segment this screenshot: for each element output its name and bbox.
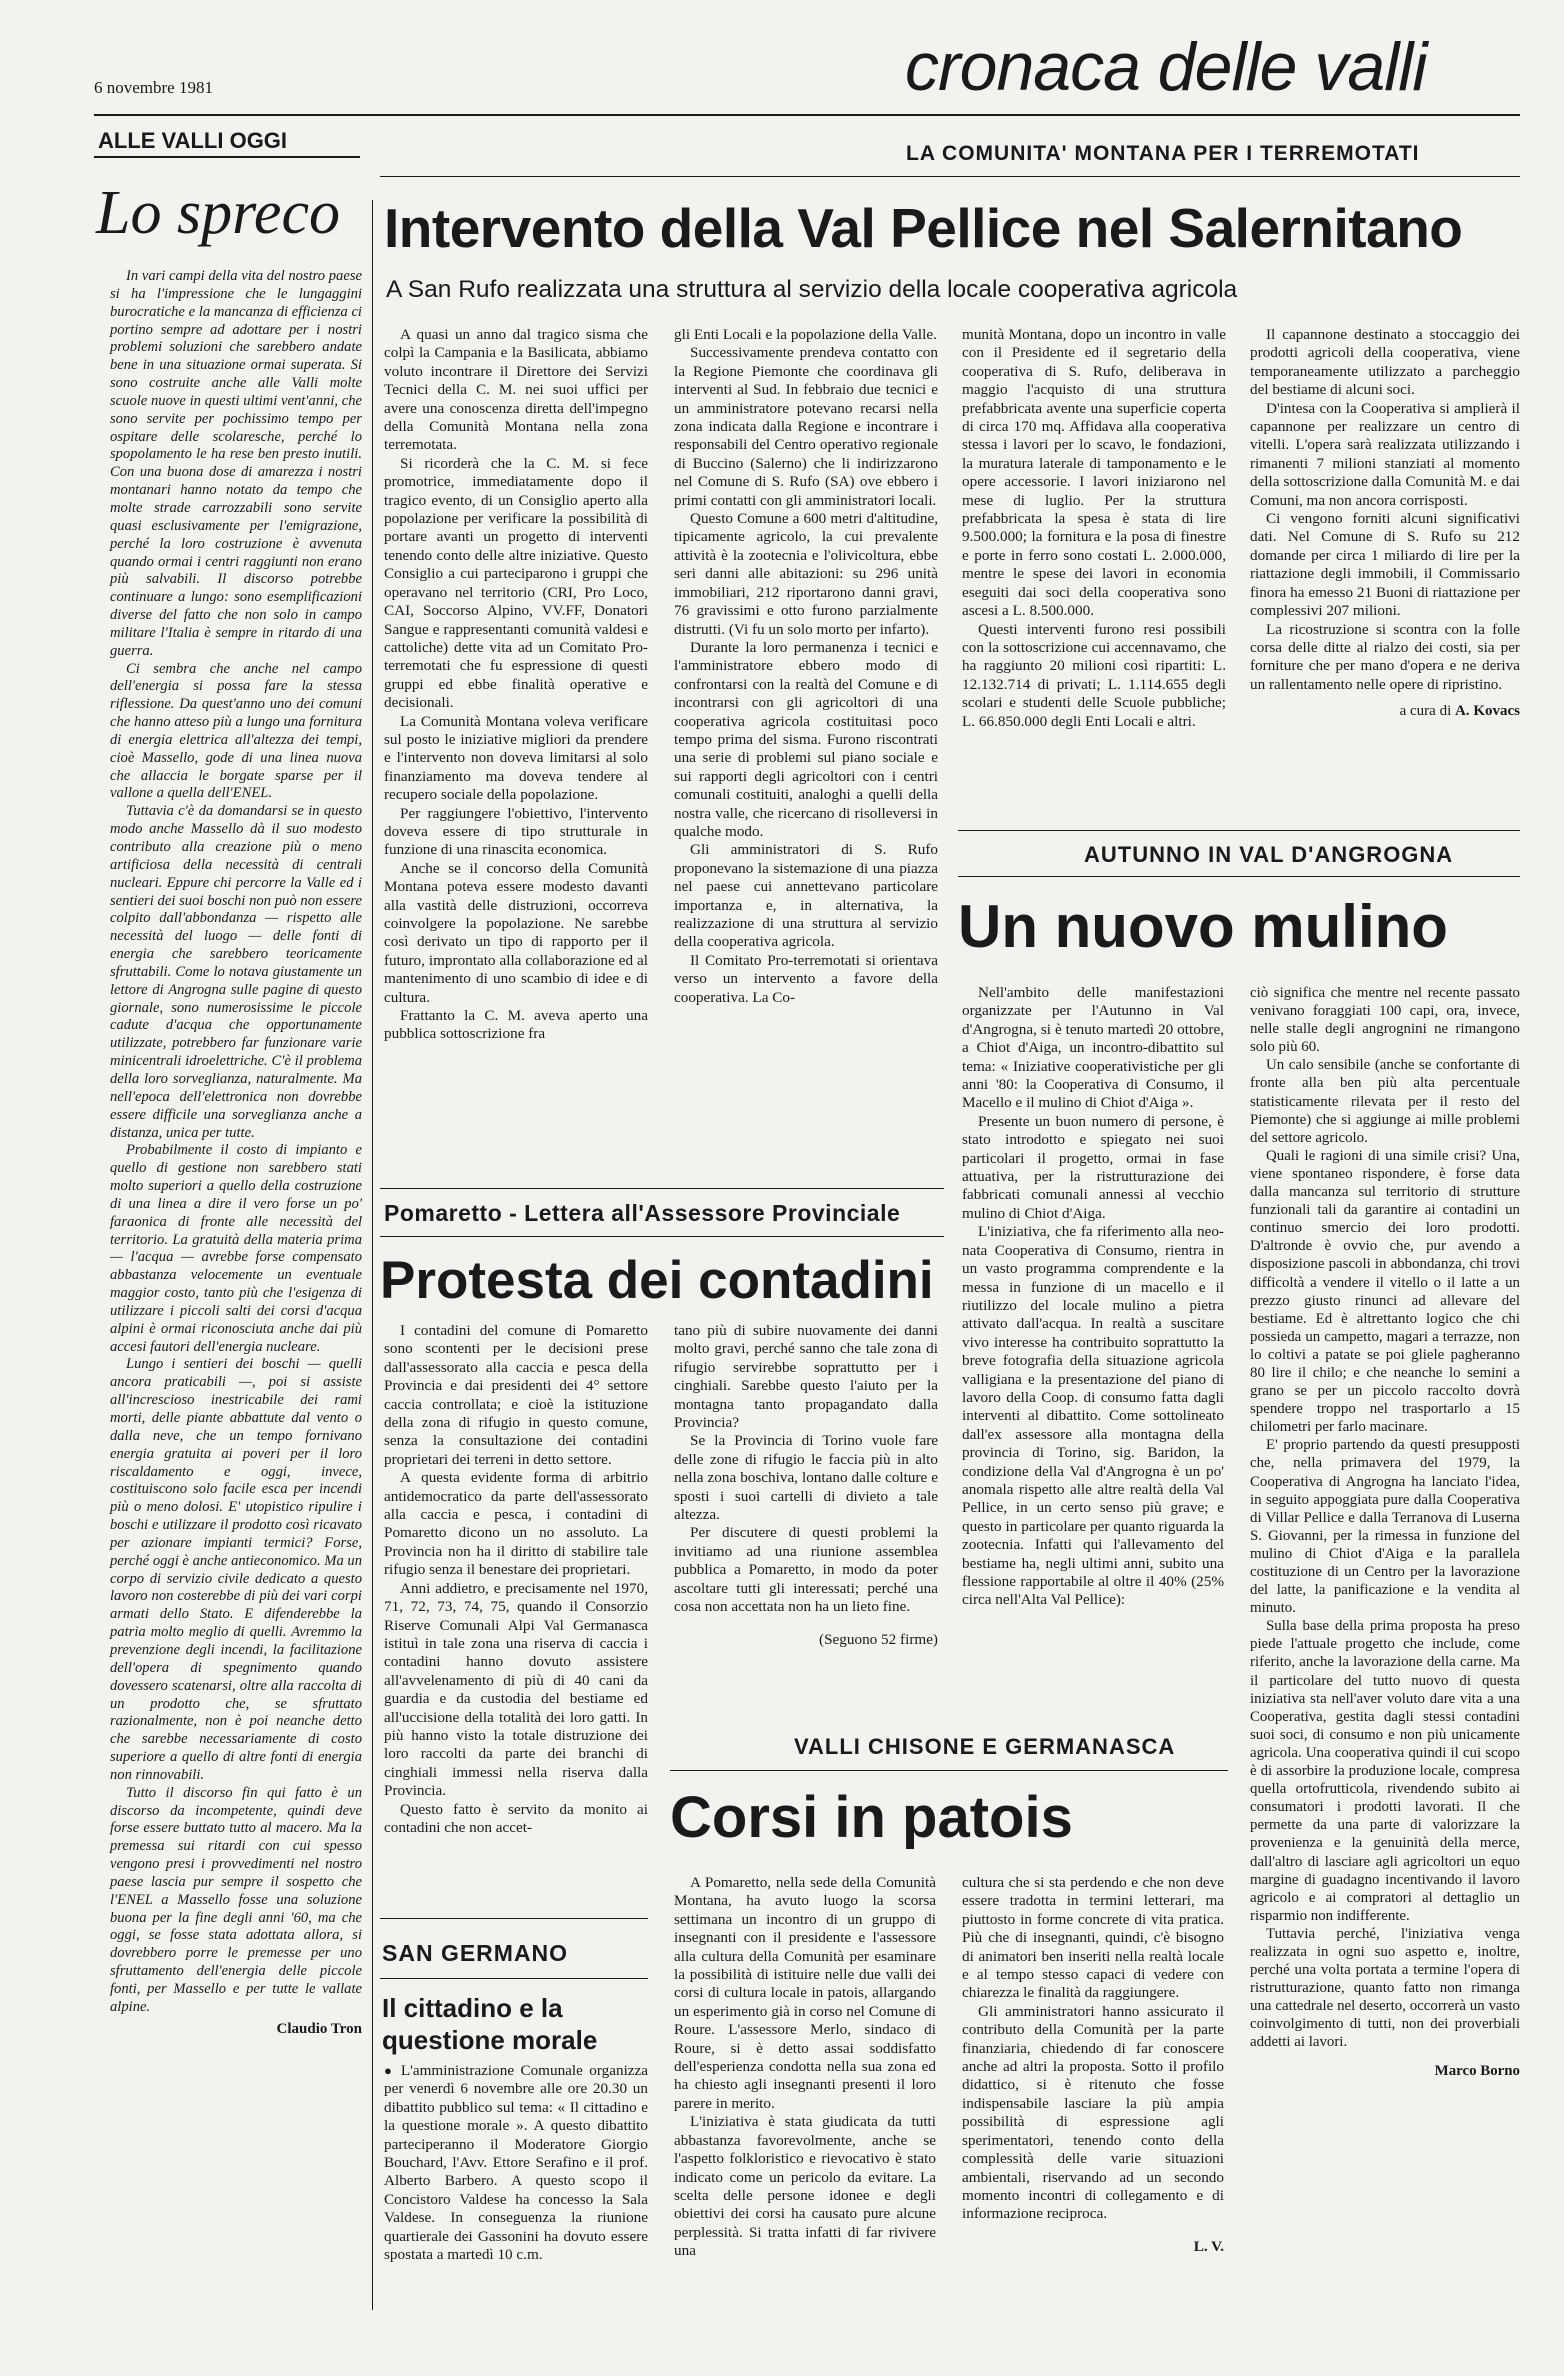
article-paragraph: L'iniziativa, che fa riferimento alla neo-nata Cooperativa di Consumo, rientra in un vasto programma comprendente e la messa in funzione di un macello e il riutilizzo del locale mulino a pietra attivato dall'acqua. In realtà a suscitare vivo interesse ha contribuito soprattutto la breve fotografia della situazione agricola valligiana e la presentazione del piano di lavoro della Coop. di consumo fatta dagli interventi al dibattito. Come sottolineato dall'ex assessore alla montagna della provincia di Torino, sig. Baridon, la condizione della Val d'Angrogna è un po' anomala rispetto alle altre realtà della Val Pellice, in un certo senso più grave; e questo in particolare per quanto riguarda la zootecnia. Infatti qui l'allevamento del bestiame ha, negli ultimi anni, subito una flessione rapportabile al oltre il 40% (25% circa nell'Alta Val Pellice): [962,1223,1224,1609]
left-column-kicker: ALLE VALLI OGGI [98,128,288,153]
byline-prefix: a cura di [1399,703,1452,720]
editorial-paragraph: Lungo i sentieri dei boschi — quelli ancora praticabili —, poi si assiste all'increscioso inestricabile dei rami morti, delle piante abbattute dal vento o dalla neve, che un tempo fornivano energia gratuita ai poveri per il loro riscaldamento e oggi, invece, costituiscono solo facile esca per incendi più o meno dolosi. E' utopistico ripulire i boschi e utilizzare il prodotto così ricavato per azionare impianti termici? Forse, perché oggi è anche antieconomico. Ma un corpo di servizio civile dedicato a questo lavoro non costerebbe di più dei vari corpi armati dello Stato. E difenderebbe la patria molto meglio di quelli. Avremmo la prevenzione degli incendi, la facilitazione dell'opera di spegnimento quando dovessero scatenarsi, oltre alla raccolta di un prodotto che, se sfruttato razionalmente, non è poi neanche detto che sarebbe necessariamente di costo superiore a quello di altre fonti di energia non rinnovabili. [110,1356,362,1783]
sangermano-paragraph [384,2062,648,2264]
article-paragraph: Nell'ambito delle manifestazioni organizzate per l'Autunno in Val d'Angrogna, si è tenuto martedì 20 ottobre, a Chiot d'Aiga, un incontro-dibattito sul tema: « Iniziative cooperativistiche per gli anni '80: la Cooperativa di Consumo, il Macello e il mulino di Chiot d'Aiga ». [962,984,1224,1112]
article-paragraph: La Comunità Montana voleva verificare sul posto le iniziative migliori da prendere e l'intervento non doveva limitarsi al solo finanziamento ma doveva tendere al recupero sociale della popolazione. [384,712,648,804]
sangermano-kicker-rule [380,1978,648,1979]
pomaretto-kicker: Pomaretto - Lettera all'Assessore Provinciale [384,1200,901,1226]
article-paragraph: Gli amministratori di S. Rufo proponevano la sistemazione di una piazza nel paese cui annettevano particolare importanza e, in alternativa, la realizzazione di una struttura al servizio della cooperativa agricola. [674,841,938,951]
article-paragraph: Si ricorderà che la C. M. si fece promotrice, immediatamente dopo il tragico evento, di un Consiglio aperto alla popolazione per verificare la possibilità di portare avanti un progetto di interventi tenendo conto delle altre iniziative. Questo Consiglio a cui parteciparono i gruppi che operavano nel territorio (CRI, Pro Loco, CAI, Soccorso Alpino, VV.FF, Donatori Sangue e rappresentanti comunità valdesi e cattoliche) dette vita ad un Comitato Pro-terremotati che fu espressione di questi gruppi ed ebbe finalità operative e decisionali. [384,454,648,712]
angrogna-kicker: AUTUNNO IN VAL D'ANGROGNA [1084,842,1454,867]
angrogna-headline: Un nuovo mulino [958,893,1448,960]
angrogna-signature: Marco Borno [1434,2062,1520,2079]
pomaretto-kicker-rule [380,1236,944,1237]
article-paragraph: Anni addietro, e precisamente nel 1970, 71, 72, 73, 74, 75, quando il Consorzio Riserve Comunali Alpi Val Germanasca istituì in tale zona una riserva di caccia i contadini hanno dovuto assistere all'avvelenamento di più di 40 cani da guardia e da custodia del bestiame ed all'uccisione della totalità dei loro gatti. In più hanno visto la totale distruzione dei loro raccolti da parte dei branchi di cinghiali immessi nella riserva dalla Provincia. [384,1579,648,1800]
valpellice-col3 [962,326,1226,731]
corsi-kicker: VALLI CHISONE E GERMANASCA [794,1734,1176,1759]
editorial-paragraph: Tutto il discorso fin qui fatto è un discorso da incompetente, quindi deve forse essere buttato tutto al macero. Ma la premessa sui ritardi con cui spesso vengono presi i provvedimenti nel nostro paese lascia pur sempre il sospetto che l'ENEL a Massello fosse una soluzione buona per la fine degli anni '60, ma che oggi, se fosse stata adottata allora, si dovrebbero porre le premesse per uno sfruttamento dell'energia delle piccole fonti, per Massello e per tutte le vallate alpine. [110,1784,362,2015]
sangermano-headline: Il cittadino e la questione morale [382,1993,598,2055]
angrogna-kicker-rule [958,876,1520,877]
sangermano-kicker: SAN GERMANO [382,1940,569,1966]
article-paragraph: tano più di subire nuovamente dei danni molto gravi, perché sanno che tale zona di rifugio servirebbe soprattutto per i cinghiali. Sarebbe questo l'aiuto per la montagna tanto propagandato dalla Provincia? [674,1322,938,1432]
left-column-divider [372,200,373,2310]
pomaretto-col1 [384,1322,648,1837]
corsi-col2 [962,1874,1224,2256]
article-paragraph: Questi interventi furono resi possibili con la sottoscrizione cui accennavamo, che ha raggiunto 20 milioni così ripartiti: L. 12.132.714 di privati; L. 1.114.655 degli scolari e studenti delle Scuole pubbliche; L. 66.850.000 degli Enti Locali e altri. [962,620,1226,730]
article-paragraph: Per discutere di questi problemi la invitiamo ad una riunione assemblea pubblica a Pomaretto, in modo da poter ascoltare tutti gli interessati; perché una cosa non accettata non ha un lieto fine. [674,1524,938,1616]
article-paragraph: A quasi un anno dal tragico sisma che colpì la Campania e la Basilicata, abbiamo voluto incontrare il Direttore dei Servizi Tecnici della C. M. nei suoi uffici per avere una conoscenza diretta dell'impegno della Comunità Montana nella zona terremotata. [384,326,648,454]
article-paragraph: E' proprio partendo da questi presupposti che, nella primavera del 1979, la Cooperativa di Angrogna ha lanciato l'idea, in seguito appoggiata pure dalla Cooperativa di Villar Pellice e dalla Terranova di Luserna S. Giovanni, per la rimessa in funzione del mulino di Chiot d'Aiga e la parallela costituzione di un Centro per la lavorazione del latte, la panificazione e la vendita al minuto. [1250,1437,1520,1617]
article-paragraph: Successivamente prendeva contatto con la Regione Piemonte che coordinava gli interventi al Sud. In febbraio due tecnici e un amministratore potevano recarsi nella zona indicata dalla Regione e incontrare i responsabili del Centro operativo regionale di Buccino (Salerno) che li indirizzarono nel Comune di S. Rufo (SA) ove ebbero i primi contatti con gli amministratori locali. [674,344,938,509]
sangermano-body: L'amministrazione Comunale organizza per venerdì 6 novembre alle ore 20.30 un dibattito pubblico sul tema: « Il cittadino e la questione morale ». A questo dibattito parteciperanno il Moderatore Giorgio Bouchard, l'Avv. Ettore Serafino e il prof. Alberto Barbero. A questo scopo il Concistoro Valdese ha concesso la Sala Valdese. In conseguenza la riunione quartierale dei Gassonini ha dovuto essere spostata a martedì 10 c.m. [384,2062,649,2264]
valpellice-col1 [384,326,648,1044]
angrogna-top-rule [958,830,1520,831]
valpellice-kicker: LA COMUNITA' MONTANA PER I TERREMOTATI [906,142,1420,165]
left-column-title: Lo spreco [96,179,340,247]
sangermano-text [384,2062,648,2264]
article-paragraph: Ci vengono forniti alcuni significativi dati. Nel Comune di S. Rufo su 212 domande per circa 1 miliardo di lire per la riattazione degli immobili, il Commissario finora ha emesso 21 Buoni di riattazione per complessivi 207 milioni. [1250,510,1520,620]
pomaretto-top-rule [380,1188,944,1189]
article-paragraph: A questa evidente forma di arbitrio antidemocratico da parte dell'assessorato alla caccia e pesca, i contadini di Pomaretto dicono un no assoluto. La Provincia non ha il diritto di stabilire tale rifugio senza il benestare dei proprietari. [384,1469,648,1579]
editorial-paragraph: Probabilmente il costo di impianto e quello di gestione non sarebbero stati molto superiori a quello della costruzione di una linea a dire il vero forse un po' faraonica di fronte alle necessità del territorio. La gratuità della materia prima — l'acqua — avrebbe forse compensato abbastanza velocemente un eventuale maggior costo, tanto più che l'esigenza di utilizzare i piccoli salti dei corsi d'acqua alpini è ormai riconosciuta anche dai più accesi fautori dell'energia nucleare. [110,1142,362,1355]
corsi-headline: Corsi in patois [670,1785,1073,1850]
pomaretto-headline: Protesta dei contadini [380,1251,934,1310]
angrogna-col1 [962,984,1224,1610]
article-paragraph: Sulla base della prima proposta ha preso piede l'attuale progetto che include, come riferito, anche la lavorazione della carne. Ma il particolare del tutto nuovo di questa iniziativa sta nell'aver voluto dare vita a una Cooperativa, gestita dagli stessi contadini suoi soci, di consumo e non più unicamente agricola. Una cooperativa quindi il cui scopo è di assorbire la produzione locale, compresa quella ortofrutticola, rivendendo subito ai consumatori i prodotti lavorati. Il che permette da una parte di valorizzare la provenienza e la genuinità della merce, dall'altro di lasciare agli agricoltori un equo margine di guadagno incentivando il lavoro agricolo e ai compratori al dettaglio un risparmio non indifferente. [1250,1618,1520,1924]
article-paragraph: Durante la loro permanenza i tecnici e l'amministratore ebbero modo di confrontarsi con la realtà del Comune e di incontrarsi con gli agricoltori di una cooperativa agricola costituitasi poco tempo prima del sisma. Furono riscontrati una serie di problemi sul piano sociale e sui rapporti degli agricoltori con i centri comunali costituiti, analoghi a quelli della nostra valle, che ricercano di risolleversi in qualche modo. [674,638,938,840]
article-paragraph: munità Montana, dopo un incontro in valle con il Presidente ed il segretario della cooperativa di S. Rufo, deliberava in maggio l'acquisto di una struttura prefabbricata avente una superficie coperta di circa 170 mq. Affidava alla cooperativa stessa i lavori per lo scavo, le fondazioni, la muratura laterale di tamponamento e le opere accessorie. I lavori iniziarono nel mese di luglio. Per la struttura prefabbricata la spesa è stata di lire 9.500.000; la fornitura e la posa di finestre e porte in ferro sono costati L. 2.000.000, mentre le spese dei lavori in economia eseguiti dai soci della cooperativa sono ascesi a L. 8.500.000. [962,326,1226,620]
valpellice-headline: Intervento della Val Pellice nel Salernitano [384,197,1463,259]
valpellice-subheadline: A San Rufo realizzata una struttura al servizio della locale cooperativa agricola [386,276,1238,303]
article-paragraph: Presente un buon numero di persone, è stato introdotto e spiegato nei suoi particolari il progetto, ormai in fase attuativa, per la ristrutturazione dei fabbricati comunali annessi al vecchio mulino di Chiot d'Aiga. [962,1112,1224,1222]
article-paragraph: A Pomaretto, nella sede della Comunità Montana, ha avuto luogo la scorsa settimana un incontro di un gruppo di insegnanti con il presidente e l'assessore alla cultura della Comunità per esaminare la possibilità di istituire nelle due valli dei corsi di cultura locale in patois, allargando un esperimento già in corso nel Comune di Roure. L'assessore Merlo, sindaco di Roure, si è detto assai soddisfatto dell'esperienza condotta nella sua zona ed ha chiesto agli insegnanti presenti il loro parere in merito. [674,1874,936,2112]
article-paragraph: I contadini del comune di Pomaretto sono scontenti per le decisioni prese dall'assessorato alla caccia e pesca della Provincia e dai presidenti dei 4° settore caccia controllata; e cioè la istituzione della zona di rifugio in questo comune, senza la consultazione dei contadini proprietari dei terreni in detto settore. [384,1322,648,1468]
article-paragraph: Anche se il concorso della Comunità Montana poteva essere modesto davanti alla vastità delle distruzioni, occorreva coinvolgere la popolazione. Ne sarebbe così derivato un tipo di rapporto per il futuro, improntato alla collaborazione ed al mantenimento di uno scambio di idee e di cultura. [384,859,648,1006]
article-paragraph: Un calo sensibile (anche se confortante di fronte alla ben più alta percentuale statisticamente rilevata per il resto del Piemonte) che si aggiunge ai mille problemi del settore agricolo. [1250,1057,1520,1146]
left-kicker-rule [94,156,360,158]
valpellice-kicker-rule [380,176,1520,177]
bullet-icon: ● [384,2063,395,2078]
masthead-rule [94,114,1520,116]
editorial-signature: Claudio Tron [276,2020,362,2037]
article-paragraph: Frattanto la C. M. aveva aperto una pubblica sottoscrizione fra [384,1007,648,1043]
article-paragraph: La ricostruzione si scontra con la folle corsa delle ditte al rialzo dei costi, sia per forniture che per mano d'opera e ne deriva un rallentamento nelle opere di ripristino. [1250,620,1520,693]
article-paragraph: Quali le ragioni di una simile crisi? Una, viene spontaneo rispondere, è forse data dalla mancanza sul territorio di strutture funzionali tali da garantire ai contadini un continuo smercio dei loro prodotti. D'altronde è ovvio che, pur avendo a disposizione pascoli in abbondanza, chi trovi difficoltà a vendere il vitello o il latte a un prezzo giusto rinunci ad allevare del bestiame. Ed è altrettanto logico che chi possieda un campetto, magari a terrazze, non lo coltivi a patate se poi gliele pagheranno 80 lire il chilo; e che neanche lo semini a grano se per un piccolo raccolto dovrà spendere troppo nel trasportarlo a 15 chilometri per farlo macinare. [1250,1147,1520,1436]
article-paragraph: Se la Provincia di Torino vuole fare delle zone di rifugio le faccia più in alto nella zona boschiva, lontano dalle colture e sposti i suoi cartelli di divieto a tale altezza. [674,1432,938,1524]
editorial-paragraph: In vari campi della vita del nostro paese si ha l'impressione che le lungaggini burocratiche e la mancanza di efficienza ci portino sempre ad adottare per i nostri problemi soluzioni che sarebbero andate bene in una situazione ormai superata. Si sono costruite anche alle Valli molte scuole nuove in questi ultimi vent'anni, che sono servite per pochissimo tempo per ospitare delle scolaresche, perché lo spopolamento le ha rese ben presto inutili. Con una buona dose di amarezza i nostri montanari hanno notato da tempo che molte strade carrozzabili sono servite quasi esclusivamente per l'emigrazione, perché la loro costruzione è avvenuta quando ormai i centri raggiunti non erano più salvabili. Il discorso potrebbe continuare a lungo: sono esemplificazioni diverse del fatto che non solo in campo militare l'Italia è sempre in ritardo di una guerra. [110,268,362,659]
article-paragraph: gli Enti Locali e la popolazione della Valle. [674,326,937,343]
page-date: 6 novembre 1981 [94,78,213,97]
pomaretto-signatures: (Seguono 52 firme) [819,1630,938,1648]
editorial-text [110,268,362,2039]
article-paragraph: Il Comitato Pro-terremotati si orientava verso un intervento a favore della cooperativa. La Co- [674,951,938,1006]
section-title: cronaca delle valli [905,29,1427,105]
angrogna-col2 [1250,984,1520,2080]
article-paragraph: Il capannone destinato a stoccaggio dei prodotti agricoli della cooperativa, viene temporaneamente utilizzato a parcheggio del bestiame di alcuni soci. [1250,326,1520,399]
corsi-kicker-rule [670,1770,1228,1771]
byline-author: A. Kovacs [1455,703,1520,720]
article-paragraph: Tuttavia perché, l'iniziativa venga realizzata in ogni suo aspetto e, inoltre, perché una volta portata a termine l'opera di ristrutturazione, quanto fatto non rimanga una cattedrale nel deserto, occorrerà un vasto coinvolgimento di tutti, non dei proverbiali addetti ai lavori. [1250,1925,1520,2051]
article-paragraph: Per raggiungere l'obiettivo, l'intervento doveva essere di tipo strutturale in funzione di una rinascita economica. [384,804,648,859]
article-paragraph: cultura che si sta perdendo e che non deve essere tradotta in termini letterari, ma piuttosto in forme concrete di vita pratica. Più che di insegnanti, quindi, c'è bisogno di animatori ben inseriti nella realtà locale e al tempo stesso capaci di vedere con chiarezza le finalità da raggiungere. [962,1874,1224,2002]
valpellice-col4 [1250,326,1520,721]
sangermano-top-rule [380,1918,648,1919]
editorial-paragraph: Ci sembra che anche nel campo dell'energia si possa fare la stessa riflessione. Da quest'anno uno dei comuni che hanno atteso più a lungo una fornitura di energia elettrica all'altezza dei tempi, cioè Massello, gode di una linea nuova che allaccia le borgate sparse per il vallone a quella dell'ENEL. [110,660,362,802]
article-paragraph: Questo fatto è servito da monito ai contadini che non accet- [384,1800,648,1836]
article-paragraph: Questo Comune a 600 metri d'altitudine, tipicamente agricolo, la cui prevalente attività è la zootecnia e l'olivicoltura, ebbe seri danni alle abitazioni: su 296 unità immobiliari, 212 riportarono danni gravi, 76 gravissimi e otto furono parzialmente distrutti. (Vi fu un solo morto per infarto). [674,510,938,638]
article-paragraph: Gli amministratori hanno assicurato il contributo della Comunità per la parte finanziaria, chiedendo di far conoscere anche ad altri la proposta. Sotto il profilo didattico, si è ritenuto che fosse indispensabile lasciare la più ampia possibilità di espressione agli sperimentatori, tenendo conto della complessità delle varie situazioni ambientali, riservando ad un secondo momento incontri di collegamento e di informazione reciproca. [962,2002,1224,2223]
valpellice-col2 [674,326,938,1007]
corsi-signature: L. V. [1193,2237,1224,2255]
corsi-col1 [674,1874,936,2261]
pomaretto-col2 [674,1322,938,1649]
article-paragraph: ciò significa che mentre nel recente passato venivano foraggiati 100 capi, ora, invece, nelle stalle degli angrognini ne rimangono solo più 60. [1250,985,1520,1056]
editorial-paragraph: Tuttavia c'è da domandarsi se in questo modo anche Massello dà il suo modesto contributo alla creazione più o meno artificiosa della necessità di centrali nucleari. Eppure chi percorre la Valle ed i sentieri dei suoi boschi non può non essere colpito dall'abbondanza — rispetto alle necessità del luogo — delle fonti di energia che sarebbero teoricamente sfruttabili. Come lo notava giustamente un lettore di Angrogna sulle pagine di questo giornale, sono numerosissime le piccole cadute d'acqua che opportunamente utilizzate, potrebbero far funzionare varie minicentrali idroelettriche. C'è il problema della loro sorveglianza, naturalmente. Ma nell'epoca dell'elettronica non dovrebbe essere difficile una sorveglianza anche a distanza, unica per tutte. [110,803,362,1141]
article-paragraph: L'iniziativa è stata giudicata da tutti abbastanza favorevolmente, anche se l'aspetto folkloristico e rievocativo è stato indicato come un pericolo da evitare. La scelta delle persone idonee e degli obiettivi dei corsi ha causato pure alcune perplessità. Si tratta infatti di far rivivere una [674,2113,936,2260]
valpellice-byline [1250,702,1520,720]
article-paragraph: D'intesa con la Cooperativa si amplierà il capannone per realizzare un centro di vitelli. L'opera sarà realizzata utilizzando i rimanenti 7 milioni stanziati al momento della sottoscrizione dalla Comunità M. e dai Comuni, ma non ancora corrisposti. [1250,399,1520,509]
